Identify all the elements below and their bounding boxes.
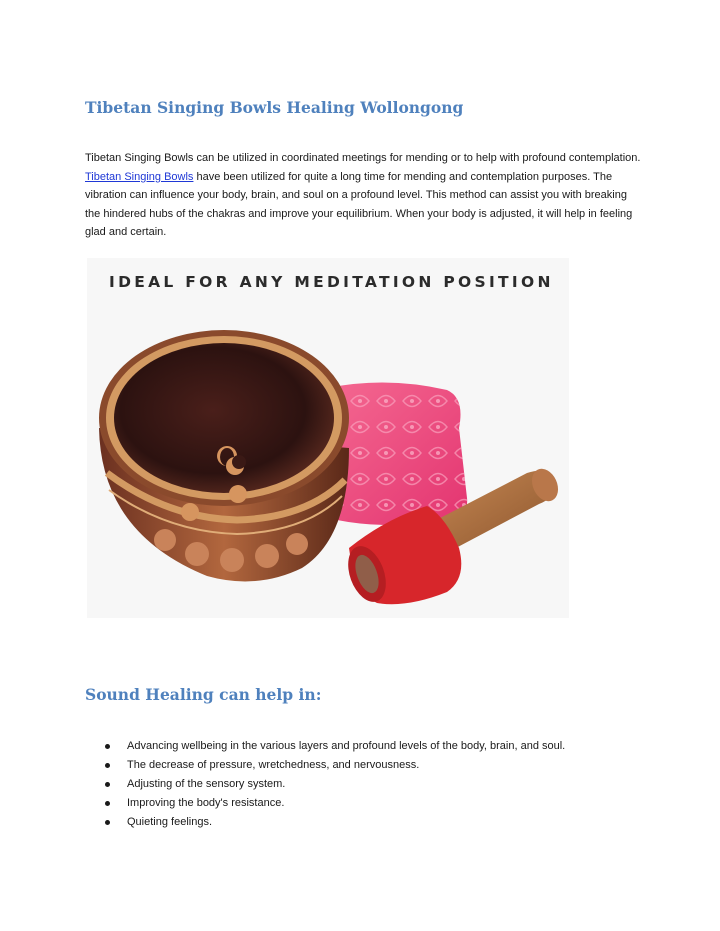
intro-text-2: have been utilized for quite a long time for mending and contemplation purposes. The vibration can influence your body, brain, and soul on a profound level. This method can assist you with breaking the hindered hubs of the chakras and improve your equilibrium. When your body is adjusted, it will help in feeling glad and certain. <box>85 170 633 239</box>
product-image <box>87 258 569 618</box>
tibetan-singing-bowls-link[interactable]: Tibetan Singing Bowls <box>85 170 194 183</box>
intro-paragraph <box>85 149 645 242</box>
list-item <box>105 756 565 775</box>
benefits-list <box>105 737 565 832</box>
singing-bowl-illustration <box>87 258 569 618</box>
bullet-icon <box>105 744 110 749</box>
list-item <box>105 737 565 756</box>
page-title: Tibetan Singing Bowls Healing Wollongong <box>85 98 464 117</box>
section-title: Sound Healing can help in: <box>85 685 322 704</box>
list-item <box>105 813 565 832</box>
list-item-text: Adjusting of the sensory system. <box>127 778 286 790</box>
image-caption: IDEAL FOR ANY MEDITATION POSITION <box>109 273 554 291</box>
list-item-text: Advancing wellbeing in the various layers and profound levels of the body, brain, and soul. <box>127 740 566 752</box>
list-item-text: The decrease of pressure, wretchedness, and nervousness. <box>127 759 420 771</box>
bullet-icon <box>105 820 110 825</box>
list-item <box>105 794 565 813</box>
intro-text-1: Tibetan Singing Bowls can be utilized in coordinated meetings for mending or to help with profound contemplation. <box>85 152 641 164</box>
list-item-text: Improving the body's resistance. <box>127 797 285 809</box>
bullet-icon <box>105 801 110 806</box>
bullet-icon <box>105 782 110 787</box>
list-item <box>105 775 565 794</box>
list-item-text: Quieting feelings. <box>127 816 212 828</box>
singing-bowl <box>99 330 349 581</box>
bullet-icon <box>105 763 110 768</box>
